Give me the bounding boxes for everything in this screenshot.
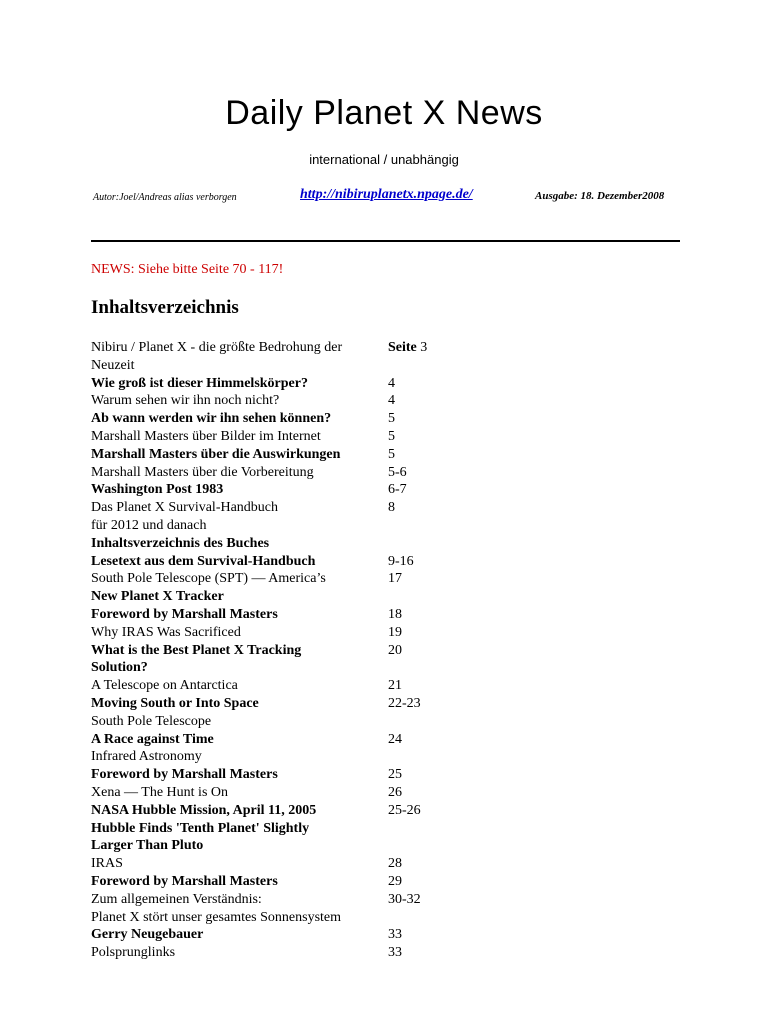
toc-entry-page — [388, 357, 488, 375]
toc-entry-title: Das Planet X Survival-Handbuch — [91, 500, 279, 516]
toc-entry-page: 22-23 — [388, 695, 421, 711]
toc-row — [91, 748, 571, 766]
toc-entry-page — [388, 837, 488, 855]
header-divider — [91, 240, 680, 242]
toc-entry-page: 26 — [388, 784, 402, 800]
toc-entry-title: Marshall Masters über Bilder im Internet — [91, 428, 321, 444]
toc-entry-page: 5 — [388, 446, 395, 462]
page-title: Daily Planet X News — [225, 94, 543, 132]
toc-entry-page — [388, 339, 488, 357]
toc-entry-page — [388, 535, 488, 553]
toc-row — [91, 624, 571, 642]
table-of-contents — [91, 339, 571, 962]
toc-entry-page: 8 — [388, 500, 395, 516]
toc-row — [91, 944, 571, 962]
toc-entry-page — [388, 517, 488, 535]
toc-entry-title: Polsprunglinks — [91, 945, 176, 961]
toc-entry-page: 24 — [388, 731, 402, 747]
toc-entry-page: 4 — [388, 375, 395, 391]
toc-entry-title: South Pole Telescope — [91, 713, 212, 729]
toc-entry-title: für 2012 und danach — [91, 517, 207, 533]
toc-entry-title: Zum allgemeinen Verständnis: — [91, 891, 262, 907]
toc-entry-title: Foreword by Marshall Masters — [91, 873, 278, 889]
toc-entry-title: Warum sehen wir ihn noch nicht? — [91, 393, 280, 409]
toc-entry-title: Why IRAS Was Sacrificed — [91, 624, 241, 640]
toc-entry-title: Wie groß ist dieser Himmelskörper? — [91, 375, 308, 391]
toc-entry-page: 25-26 — [388, 802, 421, 818]
toc-row — [91, 357, 571, 375]
toc-row — [91, 499, 571, 517]
toc-entry-title: NASA Hubble Mission, April 11, 2005 — [91, 802, 317, 818]
toc-entry-page: 20 — [388, 642, 402, 658]
subtitle: international / unabhängig — [309, 152, 459, 167]
toc-entry-title: IRAS — [91, 856, 123, 872]
toc-entry-page: 19 — [388, 624, 402, 640]
toc-entry-title: Hubble Finds 'Tenth Planet' Slightly — [91, 820, 310, 836]
toc-entry-page: 28 — [388, 856, 402, 872]
toc-page-number: 3 — [416, 340, 428, 355]
toc-row — [91, 766, 571, 784]
toc-row — [91, 446, 571, 464]
seite-label: Seite — [388, 340, 417, 355]
toc-entry-page: 5 — [388, 411, 395, 427]
issue-date: Ausgabe: 18. Dezember2008 — [535, 190, 665, 202]
toc-entry-title: A Race against Time — [91, 731, 214, 747]
toc-entry-page: 17 — [388, 571, 402, 587]
toc-row — [91, 891, 571, 909]
toc-row — [91, 695, 571, 713]
toc-entry-page — [388, 909, 488, 927]
toc-row — [91, 837, 571, 855]
toc-entry-title: Ab wann werden wir ihn sehen können? — [91, 411, 332, 427]
toc-row — [91, 926, 571, 944]
toc-row — [91, 873, 571, 891]
news-notice: NEWS: Siehe bitte Seite 70 - 117! — [91, 262, 284, 277]
toc-entry-page: 18 — [388, 606, 402, 622]
toc-entry-title: What is the Best Planet X Tracking — [91, 642, 302, 658]
toc-row — [91, 802, 571, 820]
toc-row — [91, 517, 571, 535]
toc-entry-title: Planet X stört unser gesamtes Sonnensystem — [91, 909, 342, 925]
toc-entry-title: A Telescope on Antarctica — [91, 678, 238, 694]
toc-entry-page: 5-6 — [388, 464, 407, 480]
toc-entry-page: 9-16 — [388, 553, 414, 569]
toc-row — [91, 410, 571, 428]
toc-entry-page — [388, 820, 488, 838]
toc-row — [91, 820, 571, 838]
toc-row — [91, 731, 571, 749]
toc-entry-page — [388, 588, 488, 606]
toc-entry-title: Inhaltsverzeichnis des Buches — [91, 535, 270, 551]
toc-row — [91, 392, 571, 410]
toc-row — [91, 855, 571, 873]
toc-entry-title: South Pole Telescope (SPT) — America’s — [91, 571, 326, 587]
toc-entry-title: Lesetext aus dem Survival-Handbuch — [91, 553, 316, 569]
toc-entry-title: Nibiru / Planet X - die größte Bedrohung der — [91, 340, 343, 355]
toc-row — [91, 713, 571, 731]
toc-entry-page: 25 — [388, 767, 402, 783]
toc-entry-title: Solution? — [91, 660, 148, 676]
toc-row — [91, 642, 571, 660]
toc-entry-title: Neuzeit — [91, 357, 135, 373]
toc-entry-title: Larger Than Pluto — [91, 838, 204, 854]
toc-entry-page: 4 — [388, 393, 395, 409]
toc-entry-title: Infrared Astronomy — [91, 749, 202, 765]
toc-entry-page — [388, 748, 488, 766]
toc-entry-title: New Planet X Tracker — [91, 589, 224, 605]
toc-entry-title: Marshall Masters über die Vorbereitung — [91, 464, 314, 480]
toc-row — [91, 606, 571, 624]
toc-entry-page — [388, 659, 488, 677]
toc-row — [91, 339, 571, 357]
toc-entry-page: 29 — [388, 873, 402, 889]
toc-entry-title: Foreword by Marshall Masters — [91, 767, 278, 783]
toc-row — [91, 464, 571, 482]
toc-entry-page — [388, 713, 488, 731]
toc-row — [91, 909, 571, 927]
toc-entry-page: 21 — [388, 678, 402, 694]
toc-entry-page: 33 — [388, 927, 402, 943]
toc-row — [91, 588, 571, 606]
toc-entry-title: Foreword by Marshall Masters — [91, 606, 278, 622]
toc-entry-title: Marshall Masters über die Auswirkungen — [91, 446, 341, 462]
toc-row — [91, 535, 571, 553]
author-line: Autor:Joel/Andreas alias verborgen — [93, 192, 237, 203]
toc-entry-page: 33 — [388, 945, 402, 961]
toc-heading: Inhaltsverzeichnis — [91, 297, 239, 318]
toc-row — [91, 553, 571, 571]
toc-entry-title: Washington Post 1983 — [91, 482, 224, 498]
toc-row — [91, 570, 571, 588]
toc-row — [91, 428, 571, 446]
website-link[interactable]: http://nibiruplanetx.npage.de/ — [300, 187, 473, 202]
toc-entry-title: Xena — The Hunt is On — [91, 784, 228, 800]
toc-entry-page: 30-32 — [388, 891, 421, 907]
toc-entry-title: Moving South or Into Space — [91, 695, 259, 711]
toc-row — [91, 481, 571, 499]
toc-row — [91, 659, 571, 677]
toc-entry-title: Gerry Neugebauer — [91, 927, 204, 943]
toc-row — [91, 375, 571, 393]
toc-entry-page: 5 — [388, 428, 395, 444]
toc-row — [91, 677, 571, 695]
toc-row — [91, 784, 571, 802]
toc-entry-page: 6-7 — [388, 482, 407, 498]
